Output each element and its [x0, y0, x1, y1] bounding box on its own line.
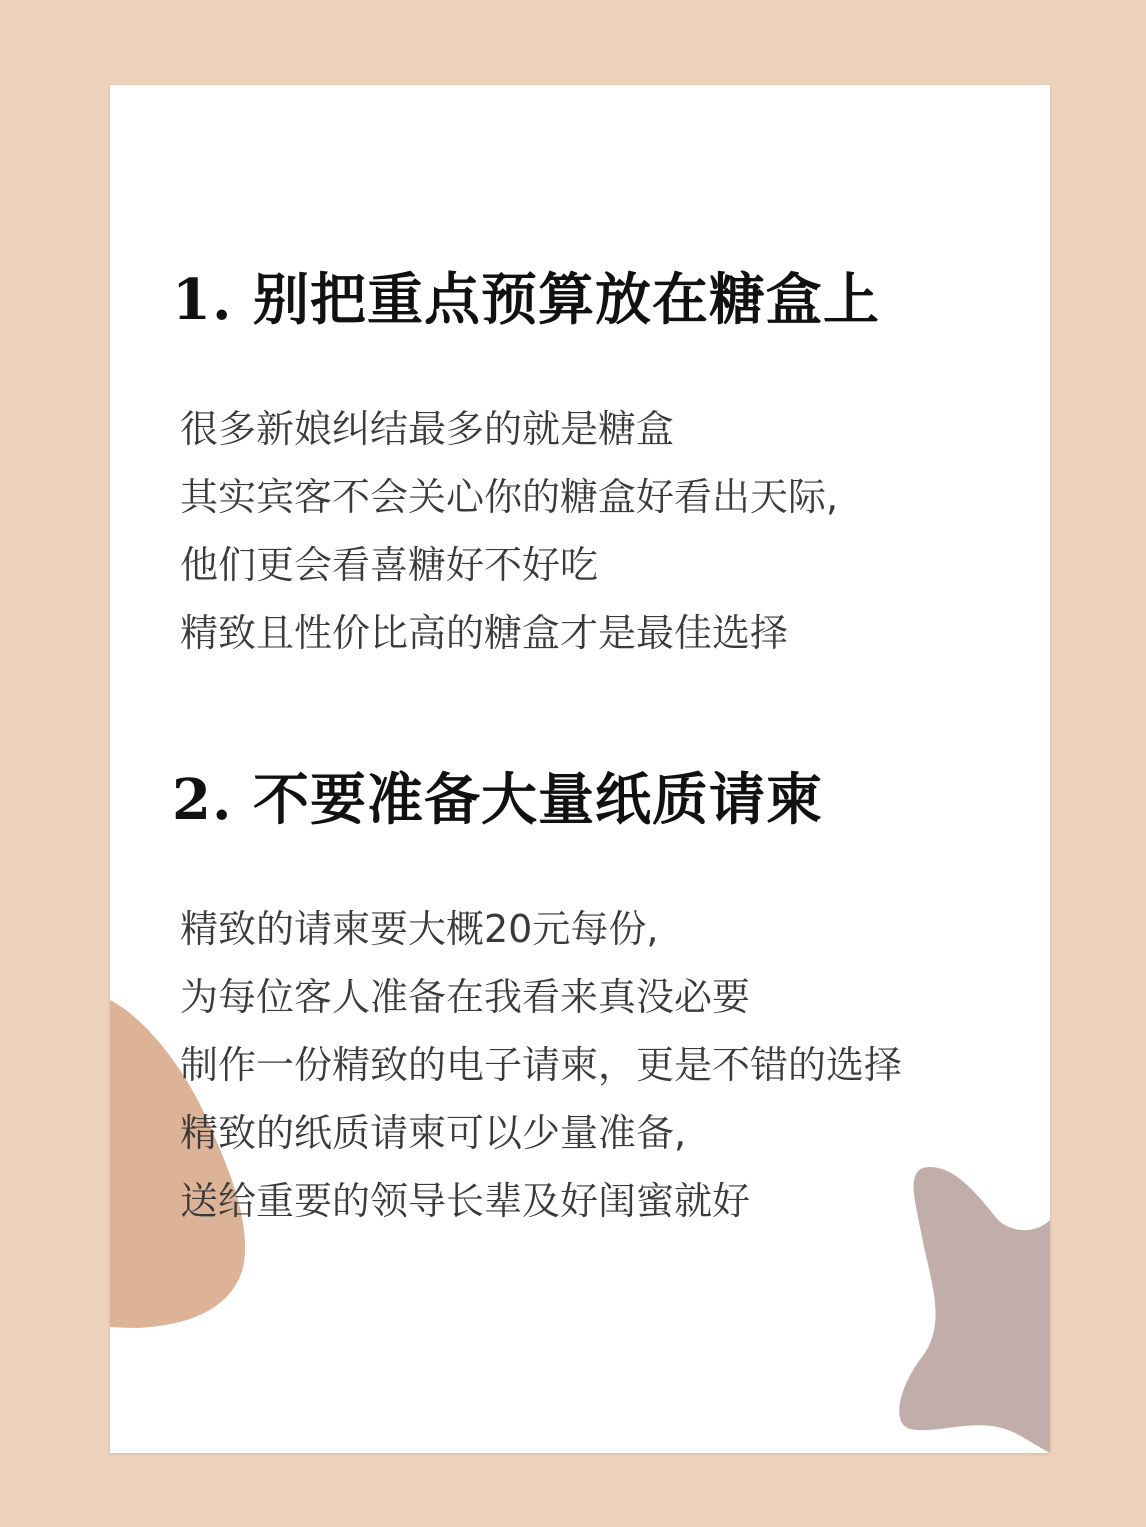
content-card	[110, 85, 1050, 1453]
section-2-line: 制作一份精致的电子请柬，更是不错的选择	[180, 1043, 903, 1087]
section-2-line: 为每位客人准备在我看来真没必要	[180, 975, 751, 1019]
section-2-body	[180, 895, 902, 1235]
section-1-line: 很多新娘纠结最多的就是糖盒	[180, 407, 675, 451]
section-1-heading: 1. 别把重点预算放在糖盒上	[172, 267, 880, 333]
section-1-body	[180, 395, 838, 667]
section-1-line: 其实宾客不会关心你的糖盒好看出天际,	[180, 475, 839, 519]
section-2-line: 精致的纸质请柬可以少量准备,	[180, 1111, 687, 1155]
section-1-line: 他们更会看喜糖好不好吃	[180, 543, 599, 587]
right-blob-shape	[899, 1167, 1050, 1453]
section-2-line: 送给重要的领导长辈及好闺蜜就好	[180, 1179, 751, 1223]
section-2-line: 精致的请柬要大概20元每份,	[180, 907, 659, 951]
section-2-heading: 2. 不要准备大量纸质请柬	[172, 767, 823, 833]
section-1-line: 精致且性价比高的糖盒才是最佳选择	[180, 611, 789, 655]
